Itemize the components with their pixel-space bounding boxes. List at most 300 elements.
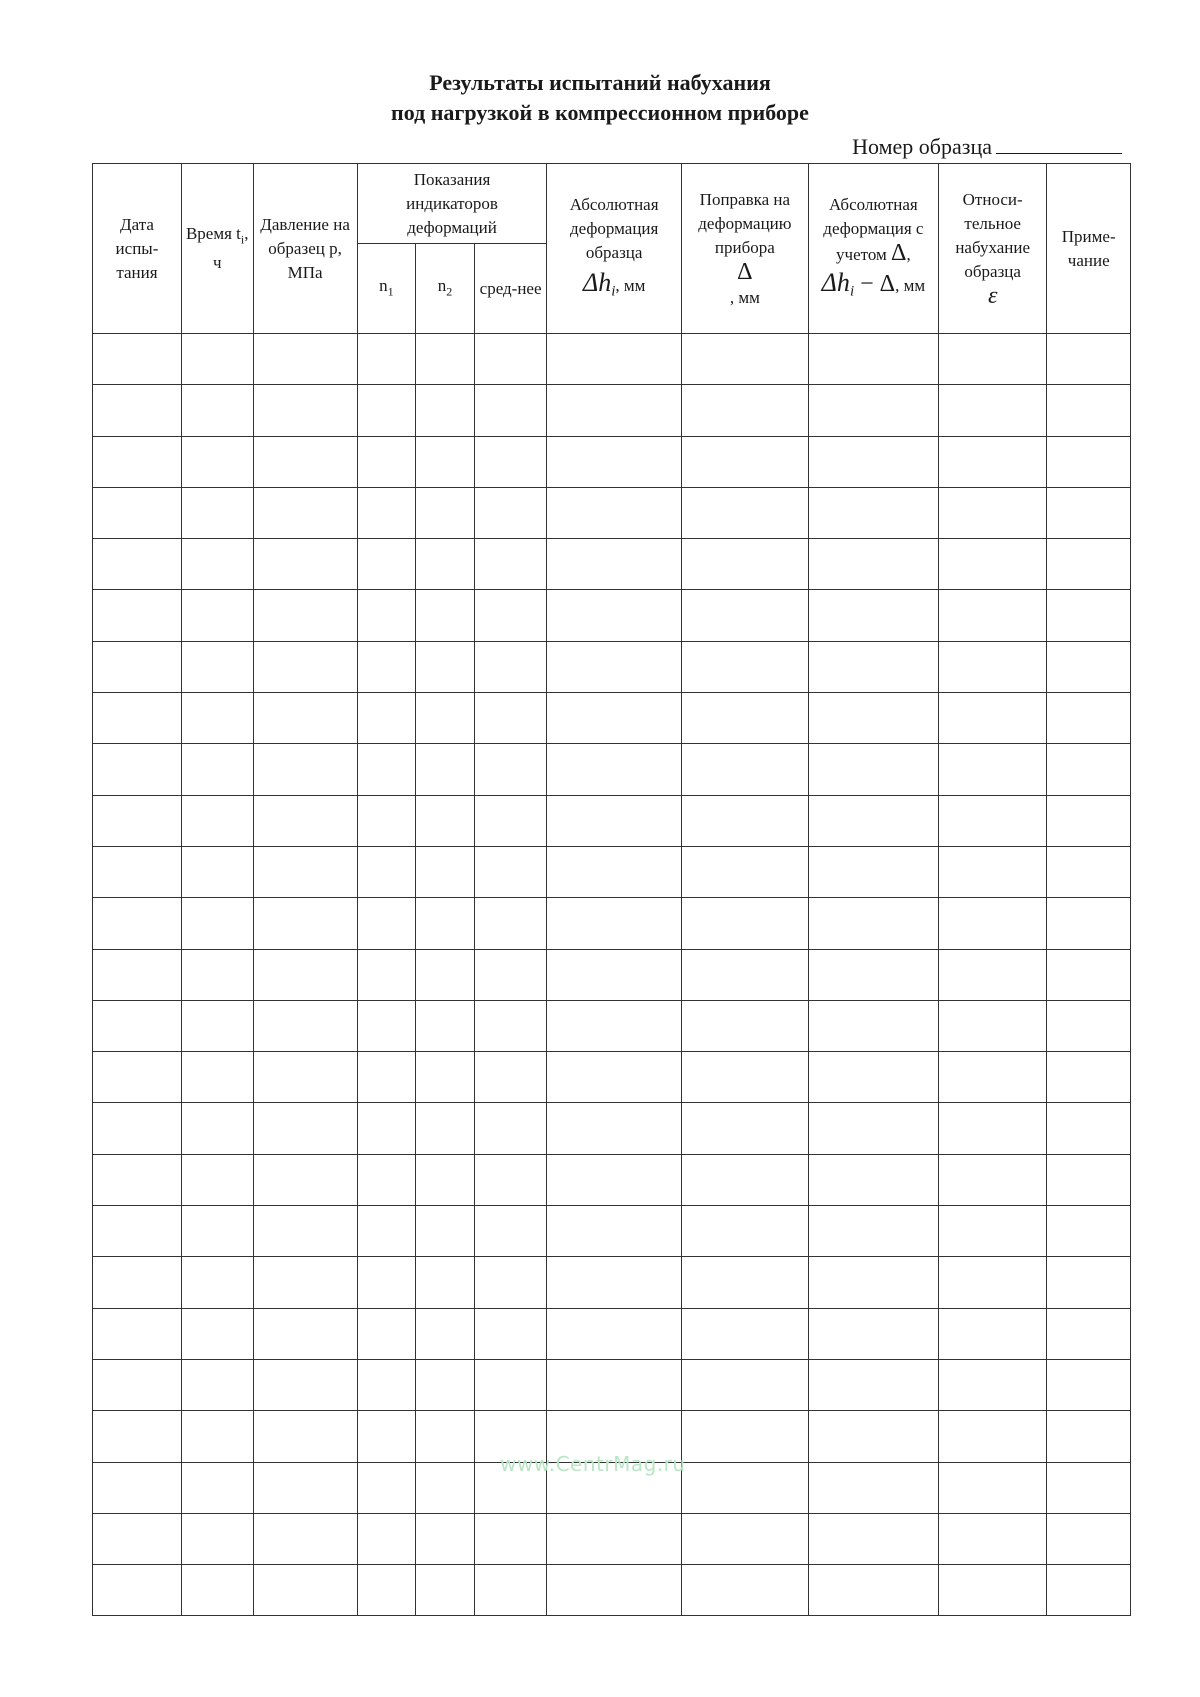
table-cell[interactable]	[253, 436, 357, 487]
table-cell[interactable]	[681, 1000, 808, 1051]
table-cell[interactable]	[474, 1000, 547, 1051]
table-cell[interactable]	[681, 1462, 808, 1513]
table-cell[interactable]	[681, 1308, 808, 1359]
table-cell[interactable]	[416, 949, 475, 1000]
table-cell[interactable]	[938, 641, 1046, 692]
table-cell[interactable]	[93, 1411, 182, 1462]
table-cell[interactable]	[938, 334, 1046, 385]
table-cell[interactable]	[93, 1000, 182, 1051]
table-cell[interactable]	[181, 1359, 253, 1410]
table-cell[interactable]	[253, 1565, 357, 1616]
table-cell[interactable]	[1047, 590, 1131, 641]
table-cell[interactable]	[253, 1462, 357, 1513]
table-cell[interactable]	[253, 1257, 357, 1308]
table-cell[interactable]	[181, 693, 253, 744]
table-cell[interactable]	[547, 744, 681, 795]
table-cell[interactable]	[181, 795, 253, 846]
table-cell[interactable]	[93, 436, 182, 487]
table-cell[interactable]	[357, 1103, 416, 1154]
table-cell[interactable]	[357, 487, 416, 538]
table-cell[interactable]	[938, 744, 1046, 795]
table-cell[interactable]	[357, 385, 416, 436]
table-cell[interactable]	[1047, 744, 1131, 795]
table-cell[interactable]	[681, 1565, 808, 1616]
table-cell[interactable]	[357, 898, 416, 949]
table-cell[interactable]	[474, 898, 547, 949]
table-cell[interactable]	[474, 539, 547, 590]
table-cell[interactable]	[357, 1206, 416, 1257]
table-cell[interactable]	[253, 1103, 357, 1154]
table-cell[interactable]	[474, 693, 547, 744]
delta-h-sub: i	[611, 283, 616, 300]
table-cell[interactable]	[474, 846, 547, 897]
table-cell[interactable]	[181, 1206, 253, 1257]
table-cell[interactable]	[938, 1103, 1046, 1154]
table-cell[interactable]	[181, 744, 253, 795]
table-cell[interactable]	[181, 539, 253, 590]
table-cell[interactable]	[416, 385, 475, 436]
table-cell[interactable]	[181, 436, 253, 487]
table-cell[interactable]	[474, 1308, 547, 1359]
table-cell[interactable]	[181, 1308, 253, 1359]
table-row	[93, 949, 1131, 1000]
table-cell[interactable]	[681, 1411, 808, 1462]
table-cell[interactable]	[1047, 334, 1131, 385]
table-cell[interactable]	[938, 846, 1046, 897]
table-cell[interactable]	[681, 436, 808, 487]
table-cell[interactable]	[808, 1411, 938, 1462]
table-cell[interactable]	[681, 846, 808, 897]
sample-number-blank[interactable]	[996, 133, 1122, 154]
table-row	[93, 1000, 1131, 1051]
table-cell[interactable]	[1047, 487, 1131, 538]
table-cell[interactable]	[181, 1052, 253, 1103]
table-cell[interactable]	[357, 334, 416, 385]
table-cell[interactable]	[474, 1206, 547, 1257]
table-cell[interactable]	[808, 1206, 938, 1257]
table-cell[interactable]	[357, 846, 416, 897]
table-cell[interactable]	[416, 641, 475, 692]
table-cell[interactable]	[416, 1257, 475, 1308]
table-cell[interactable]	[808, 1513, 938, 1564]
table-cell[interactable]	[93, 1565, 182, 1616]
table-cell[interactable]	[416, 1206, 475, 1257]
table-cell[interactable]	[547, 1513, 681, 1564]
table-cell[interactable]	[181, 1411, 253, 1462]
table-cell[interactable]	[93, 1154, 182, 1205]
header-abs-corrected-label: Абсолютная деформация с учетом	[823, 195, 924, 265]
table-cell[interactable]	[93, 1052, 182, 1103]
table-row	[93, 487, 1131, 538]
formula-delta-h: Δh	[821, 268, 850, 298]
header-abs-deformation-label: Абсолютная деформация образца	[569, 195, 659, 263]
table-cell[interactable]	[547, 1052, 681, 1103]
table-cell[interactable]	[416, 436, 475, 487]
table-cell[interactable]	[938, 1513, 1046, 1564]
table-cell[interactable]	[547, 693, 681, 744]
table-cell[interactable]	[416, 898, 475, 949]
table-cell[interactable]	[938, 949, 1046, 1000]
table-cell[interactable]	[681, 1257, 808, 1308]
table-cell[interactable]	[808, 1359, 938, 1410]
table-cell[interactable]	[808, 1565, 938, 1616]
table-cell[interactable]	[181, 641, 253, 692]
table-cell[interactable]	[1047, 539, 1131, 590]
table-cell[interactable]	[1047, 693, 1131, 744]
table-cell[interactable]	[681, 1103, 808, 1154]
header-time	[181, 164, 253, 334]
title-line-2: под нагрузкой в компрессионном приборе	[391, 100, 809, 125]
formula-delta-h-sub: i	[849, 283, 855, 300]
table-cell[interactable]	[357, 693, 416, 744]
table-cell[interactable]	[1047, 1103, 1131, 1154]
table-cell[interactable]	[1047, 641, 1131, 692]
table-cell[interactable]	[547, 1154, 681, 1205]
table-row	[93, 693, 1131, 744]
table-cell[interactable]	[938, 693, 1046, 744]
table-cell[interactable]	[1047, 1308, 1131, 1359]
table-cell[interactable]	[1047, 795, 1131, 846]
table-cell[interactable]	[253, 846, 357, 897]
table-cell[interactable]	[253, 539, 357, 590]
table-cell[interactable]	[253, 1154, 357, 1205]
formula-minus-delta: − Δ	[854, 271, 896, 298]
table-cell[interactable]	[93, 590, 182, 641]
table-cell[interactable]	[357, 590, 416, 641]
table-row	[93, 1513, 1131, 1564]
table-cell[interactable]	[357, 1513, 416, 1564]
header-pressure-label: Давление на образец p, МПа	[260, 214, 350, 282]
table-cell[interactable]	[938, 1411, 1046, 1462]
table-cell[interactable]	[547, 334, 681, 385]
table-cell[interactable]	[181, 1154, 253, 1205]
table-cell[interactable]	[938, 1462, 1046, 1513]
table-cell[interactable]	[181, 1462, 253, 1513]
table-cell[interactable]	[681, 334, 808, 385]
table-cell[interactable]	[253, 1308, 357, 1359]
table-cell[interactable]	[253, 744, 357, 795]
table-cell[interactable]	[808, 846, 938, 897]
table-cell[interactable]	[357, 744, 416, 795]
table-cell[interactable]	[474, 1565, 547, 1616]
table-cell[interactable]	[253, 334, 357, 385]
table-cell[interactable]	[547, 1565, 681, 1616]
table-cell[interactable]	[681, 1359, 808, 1410]
table-cell[interactable]	[181, 1565, 253, 1616]
table-cell[interactable]	[181, 334, 253, 385]
table-cell[interactable]	[93, 1359, 182, 1410]
table-cell[interactable]	[253, 641, 357, 692]
table-cell[interactable]	[181, 487, 253, 538]
table-cell[interactable]	[416, 1359, 475, 1410]
table-cell[interactable]	[681, 539, 808, 590]
table-cell[interactable]	[93, 744, 182, 795]
table-cell[interactable]	[474, 436, 547, 487]
table-cell[interactable]	[253, 693, 357, 744]
table-cell[interactable]	[93, 487, 182, 538]
header-n1-label: n	[379, 275, 388, 295]
table-cell[interactable]	[938, 795, 1046, 846]
table-cell[interactable]	[93, 1308, 182, 1359]
table-cell[interactable]	[681, 795, 808, 846]
table-cell[interactable]	[93, 334, 182, 385]
table-cell[interactable]	[1047, 1000, 1131, 1051]
table-cell[interactable]	[547, 1257, 681, 1308]
table-cell[interactable]	[181, 385, 253, 436]
table-row	[93, 1052, 1131, 1103]
table-cell[interactable]	[547, 795, 681, 846]
table-cell[interactable]	[357, 1052, 416, 1103]
table-cell[interactable]	[938, 590, 1046, 641]
table-cell[interactable]	[416, 590, 475, 641]
table-cell[interactable]	[416, 1000, 475, 1051]
table-cell[interactable]	[808, 1462, 938, 1513]
table-cell[interactable]	[416, 1462, 475, 1513]
table-cell[interactable]	[93, 385, 182, 436]
table-cell[interactable]	[808, 1103, 938, 1154]
table-cell[interactable]	[681, 1154, 808, 1205]
table-cell[interactable]	[416, 1411, 475, 1462]
table-row	[93, 1257, 1131, 1308]
table-cell[interactable]	[474, 1359, 547, 1410]
table-cell[interactable]	[253, 590, 357, 641]
table-cell[interactable]	[681, 1206, 808, 1257]
table-cell[interactable]	[474, 487, 547, 538]
table-cell[interactable]	[808, 487, 938, 538]
table-cell[interactable]	[181, 1000, 253, 1051]
table-cell[interactable]	[416, 1565, 475, 1616]
table-cell[interactable]	[808, 334, 938, 385]
table-cell[interactable]	[416, 1308, 475, 1359]
table-cell[interactable]	[416, 1513, 475, 1564]
table-cell[interactable]	[357, 1359, 416, 1410]
table-cell[interactable]	[808, 539, 938, 590]
table-cell[interactable]	[474, 1513, 547, 1564]
table-cell[interactable]	[93, 1462, 182, 1513]
table-cell[interactable]	[181, 1103, 253, 1154]
table-cell[interactable]	[357, 795, 416, 846]
table-cell[interactable]	[253, 1513, 357, 1564]
table-cell[interactable]	[253, 949, 357, 1000]
table-cell[interactable]	[93, 1257, 182, 1308]
table-cell[interactable]	[547, 590, 681, 641]
table-cell[interactable]	[808, 1154, 938, 1205]
table-cell[interactable]	[938, 539, 1046, 590]
table-cell[interactable]	[547, 487, 681, 538]
table-cell[interactable]	[357, 641, 416, 692]
table-cell[interactable]	[181, 590, 253, 641]
table-cell[interactable]	[253, 1206, 357, 1257]
table-cell[interactable]	[474, 1257, 547, 1308]
header-pressure	[253, 164, 357, 334]
table-cell[interactable]	[681, 590, 808, 641]
table-cell[interactable]	[253, 795, 357, 846]
table-cell[interactable]	[547, 1000, 681, 1051]
header-date	[93, 164, 182, 334]
table-cell[interactable]	[181, 898, 253, 949]
table-cell[interactable]	[547, 1103, 681, 1154]
table-cell[interactable]	[1047, 949, 1131, 1000]
table-cell[interactable]	[357, 1308, 416, 1359]
table-cell[interactable]	[93, 846, 182, 897]
table-cell[interactable]	[474, 795, 547, 846]
table-row	[93, 539, 1131, 590]
table-cell[interactable]	[416, 693, 475, 744]
table-cell[interactable]	[357, 1411, 416, 1462]
table-row	[93, 641, 1131, 692]
table-cell[interactable]	[681, 1052, 808, 1103]
table-cell[interactable]	[357, 539, 416, 590]
table-cell[interactable]	[938, 1052, 1046, 1103]
table-cell[interactable]	[357, 1154, 416, 1205]
table-cell[interactable]	[808, 949, 938, 1000]
table-cell[interactable]	[681, 487, 808, 538]
table-cell[interactable]	[93, 1513, 182, 1564]
table-cell[interactable]	[357, 1462, 416, 1513]
table-cell[interactable]	[1047, 1206, 1131, 1257]
table-cell[interactable]	[416, 744, 475, 795]
table-cell[interactable]	[93, 693, 182, 744]
table-cell[interactable]	[357, 1565, 416, 1616]
table-cell[interactable]	[357, 1000, 416, 1051]
table-cell[interactable]	[474, 641, 547, 692]
table-cell[interactable]	[547, 539, 681, 590]
table-cell[interactable]	[416, 795, 475, 846]
table-cell[interactable]	[938, 1359, 1046, 1410]
table-cell[interactable]	[547, 1206, 681, 1257]
table-cell[interactable]	[474, 1154, 547, 1205]
table-cell[interactable]	[547, 898, 681, 949]
table-cell[interactable]	[681, 641, 808, 692]
table-cell[interactable]	[938, 487, 1046, 538]
table-cell[interactable]	[808, 898, 938, 949]
table-cell[interactable]	[547, 385, 681, 436]
table-cell[interactable]	[1047, 1154, 1131, 1205]
table-cell[interactable]	[808, 590, 938, 641]
header-time-sub: i	[240, 232, 245, 247]
table-cell[interactable]	[416, 487, 475, 538]
table-cell[interactable]	[808, 693, 938, 744]
table-cell[interactable]	[416, 334, 475, 385]
table-cell[interactable]	[938, 1257, 1046, 1308]
table-cell[interactable]	[681, 385, 808, 436]
table-cell[interactable]	[547, 1359, 681, 1410]
table-row	[93, 1154, 1131, 1205]
table-cell[interactable]	[1047, 385, 1131, 436]
table-cell[interactable]	[253, 1359, 357, 1410]
table-cell[interactable]	[938, 436, 1046, 487]
table-cell[interactable]	[253, 1411, 357, 1462]
header-note	[1047, 164, 1131, 334]
table-cell[interactable]	[474, 949, 547, 1000]
table-cell[interactable]	[808, 1257, 938, 1308]
table-cell[interactable]	[1047, 1257, 1131, 1308]
table-cell[interactable]	[808, 1052, 938, 1103]
table-cell[interactable]	[1047, 1462, 1131, 1513]
table-cell[interactable]	[808, 436, 938, 487]
table-cell[interactable]	[357, 436, 416, 487]
table-cell[interactable]	[808, 795, 938, 846]
table-cell[interactable]	[474, 1052, 547, 1103]
table-cell[interactable]	[808, 641, 938, 692]
table-cell[interactable]	[253, 1052, 357, 1103]
table-cell[interactable]	[681, 744, 808, 795]
table-cell[interactable]	[474, 590, 547, 641]
table-cell[interactable]	[681, 898, 808, 949]
table-cell[interactable]	[474, 334, 547, 385]
table-cell[interactable]	[808, 385, 938, 436]
table-cell[interactable]	[357, 949, 416, 1000]
table-cell[interactable]	[547, 846, 681, 897]
table-cell[interactable]	[93, 898, 182, 949]
table-cell[interactable]	[547, 1308, 681, 1359]
table-cell[interactable]	[938, 1154, 1046, 1205]
table-cell[interactable]	[547, 641, 681, 692]
table-cell[interactable]	[181, 1257, 253, 1308]
table-cell[interactable]	[357, 1257, 416, 1308]
table-cell[interactable]	[547, 949, 681, 1000]
table-cell[interactable]	[938, 1000, 1046, 1051]
table-cell[interactable]	[808, 1308, 938, 1359]
table-cell[interactable]	[1047, 898, 1131, 949]
table-cell[interactable]	[938, 1565, 1046, 1616]
header-abs-corrected-comma: ,	[906, 245, 911, 265]
table-cell[interactable]	[93, 949, 182, 1000]
table-cell[interactable]	[938, 898, 1046, 949]
table-cell[interactable]	[938, 385, 1046, 436]
header-note-label: Приме-чание	[1061, 226, 1116, 270]
table-cell[interactable]	[808, 744, 938, 795]
table-cell[interactable]	[253, 1000, 357, 1051]
table-cell[interactable]	[474, 1103, 547, 1154]
table-cell[interactable]	[474, 744, 547, 795]
table-cell[interactable]	[938, 1206, 1046, 1257]
table-cell[interactable]	[416, 846, 475, 897]
table-cell[interactable]	[93, 1103, 182, 1154]
table-cell[interactable]	[938, 1308, 1046, 1359]
table-cell[interactable]	[416, 1154, 475, 1205]
table-cell[interactable]	[808, 1000, 938, 1051]
table-cell[interactable]	[1047, 1359, 1131, 1410]
table-cell[interactable]	[1047, 1565, 1131, 1616]
table-cell[interactable]	[681, 949, 808, 1000]
table-cell[interactable]	[1047, 1513, 1131, 1564]
table-cell[interactable]	[253, 487, 357, 538]
table-cell[interactable]	[547, 436, 681, 487]
table-cell[interactable]	[474, 385, 547, 436]
table-cell[interactable]	[1047, 1411, 1131, 1462]
table-cell[interactable]	[1047, 436, 1131, 487]
table-cell[interactable]	[416, 1103, 475, 1154]
table-cell[interactable]	[93, 539, 182, 590]
table-cell[interactable]	[93, 1206, 182, 1257]
table-cell[interactable]	[181, 1513, 253, 1564]
table-cell[interactable]	[1047, 846, 1131, 897]
table-cell[interactable]	[1047, 1052, 1131, 1103]
table-cell[interactable]	[681, 693, 808, 744]
table-cell[interactable]	[681, 1513, 808, 1564]
table-cell[interactable]	[93, 641, 182, 692]
table-row	[93, 1359, 1131, 1410]
table-cell[interactable]	[181, 846, 253, 897]
table-cell[interactable]	[181, 949, 253, 1000]
table-cell[interactable]	[93, 795, 182, 846]
table-cell[interactable]	[416, 539, 475, 590]
table-cell[interactable]	[416, 1052, 475, 1103]
delta-h-symbol: Δh	[582, 268, 612, 298]
table-cell[interactable]	[253, 898, 357, 949]
table-cell[interactable]	[253, 385, 357, 436]
